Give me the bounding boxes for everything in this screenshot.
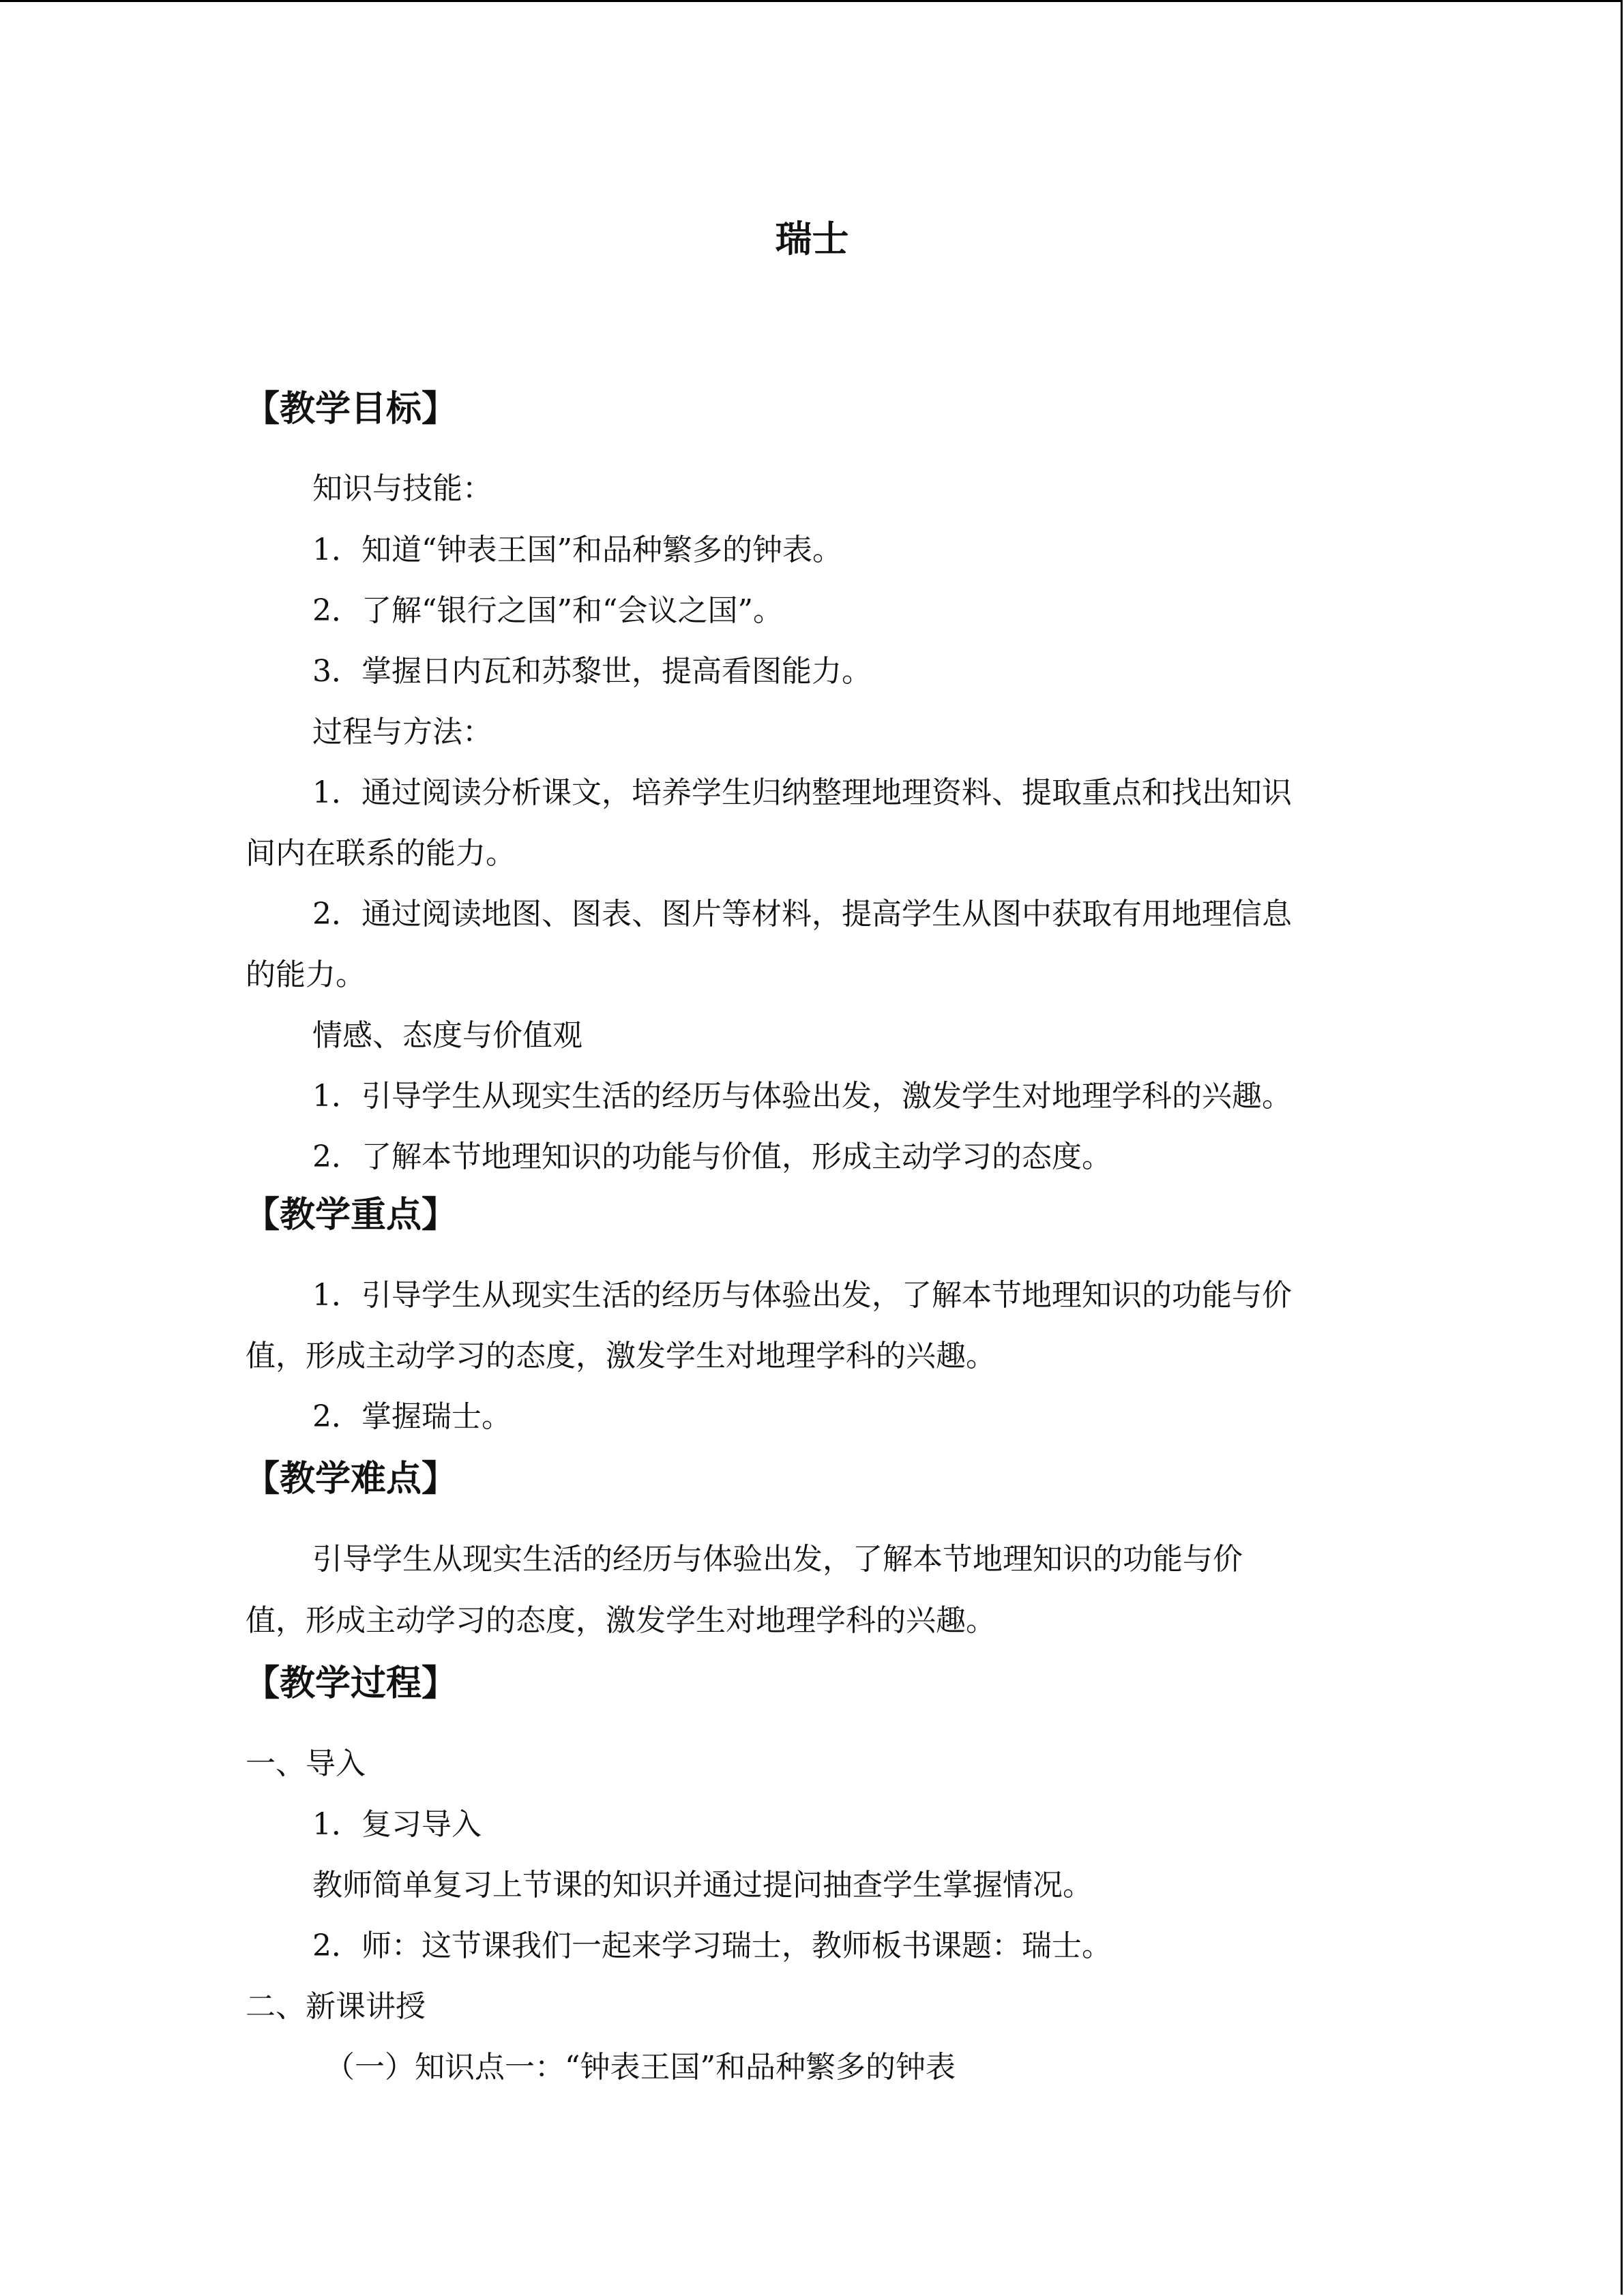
document-title: 瑞士 (775, 217, 849, 260)
process-part-1: 一、导入 (246, 1746, 366, 1781)
process-part-1-item-1: 1．复习导入 (312, 1807, 482, 1842)
process-method-label: 过程与方法： (312, 715, 492, 749)
key-point-1-line1: 1．引导学生从现实生活的经历与体验出发，了解本节地理知识的功能与价 (312, 1278, 1292, 1313)
process-method-item-1-line1: 1．通过阅读分析课文，培养学生归纳整理地理资料、提取重点和找出知识 (312, 775, 1292, 810)
section-heading-difficulties: 【教学难点】 (244, 1458, 458, 1500)
knowledge-label: 知识与技能： (312, 471, 492, 506)
section-heading-process: 【教学过程】 (244, 1663, 458, 1704)
process-part-1-item-2: 2．师：这节课我们一起来学习瑞士，教师板书课题：瑞士。 (312, 1928, 1112, 1963)
process-method-item-2-line1: 2．通过阅读地图、图表、图片等材料，提高学生从图中获取有用地理信息 (312, 897, 1292, 931)
emotion-item-2: 2．了解本节地理知识的功能与价值，形成主动学习的态度。 (312, 1139, 1112, 1174)
knowledge-item-3: 3．掌握日内瓦和苏黎世，提高看图能力。 (312, 654, 872, 689)
process-part-2-sub-1: （一）知识点一：“钟表王国”和品种繁多的钟表 (325, 2050, 956, 2085)
difficulty-line2: 值，形成主动学习的态度，激发学生对地理学科的兴趣。 (246, 1603, 996, 1638)
key-point-2: 2．掌握瑞士。 (312, 1399, 512, 1434)
section-heading-key-points: 【教学重点】 (244, 1194, 458, 1236)
section-heading-objectives: 【教学目标】 (244, 388, 458, 430)
difficulty-line1: 引导学生从现实生活的经历与体验出发，了解本节地理知识的功能与价 (312, 1542, 1243, 1577)
knowledge-item-1: 1．知道“钟表王国”和品种繁多的钟表。 (312, 533, 842, 567)
process-part-1-item-1-text: 教师简单复习上节课的知识并通过提问抽查学生掌握情况。 (312, 1868, 1093, 1903)
process-method-item-1-line2: 间内在联系的能力。 (246, 836, 516, 871)
emotion-label: 情感、态度与价值观 (312, 1018, 582, 1053)
knowledge-item-2: 2．了解“银行之国”和“会议之国”。 (312, 593, 783, 628)
process-part-2: 二、新课讲授 (246, 1989, 426, 2024)
key-point-1-line2: 值，形成主动学习的态度，激发学生对地理学科的兴趣。 (246, 1339, 996, 1373)
emotion-item-1: 1．引导学生从现实生活的经历与体验出发，激发学生对地理学科的兴趣。 (312, 1079, 1292, 1114)
process-method-item-2-line2: 的能力。 (246, 957, 366, 992)
